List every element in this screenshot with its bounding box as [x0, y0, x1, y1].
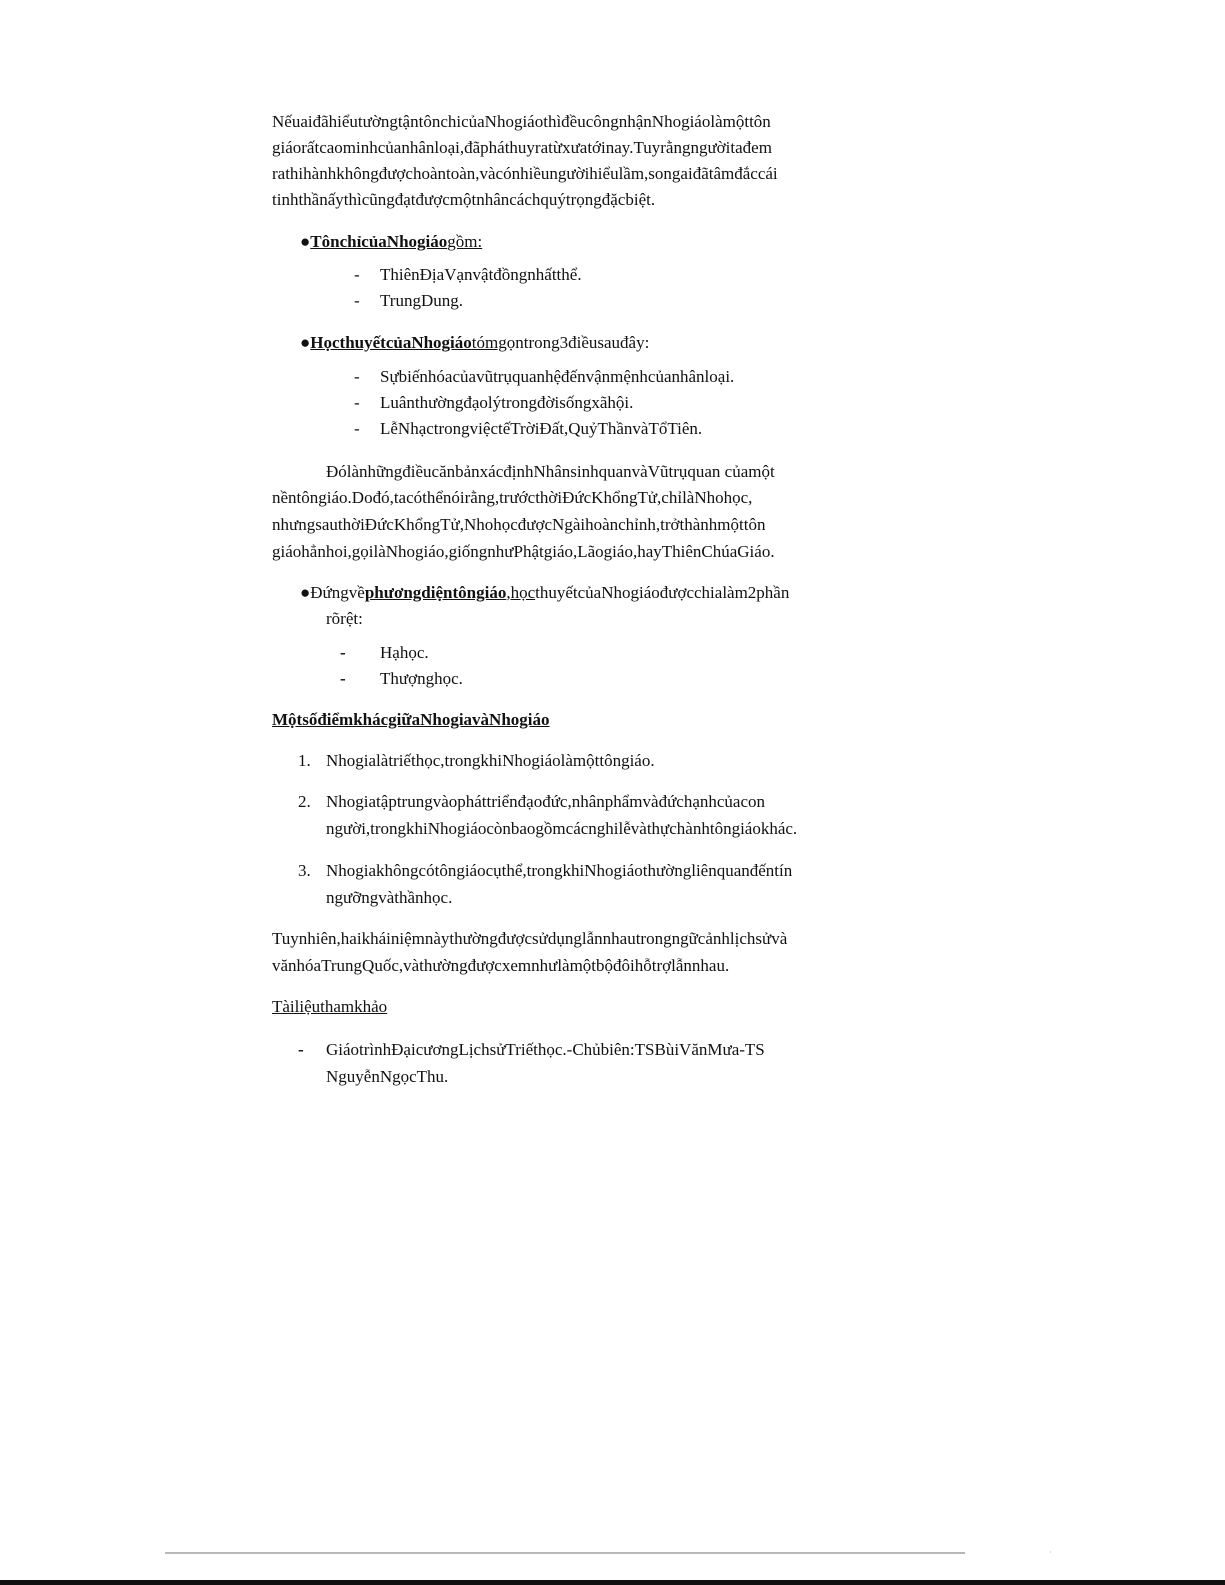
middle-line-3: nhưngsauthờiĐứcKhổngTử,NhohọcđượcNgàihoànchỉnh,trởthànhmộttôn: [272, 515, 766, 534]
diff-item-3-line-1: Nhogiakhôngcótôngiáocụthể,trongkhiNhogiáothườngliênquanđếntín: [326, 861, 793, 880]
hocthuyet-heading-under: tómg: [471, 333, 507, 352]
diff-num-1: 1.: [298, 751, 311, 770]
conclusion-line-1: Tuynhiên,haikháiniệmnàythườngđượcsửdụnglẫnnhautrongngữcảnhlịchsửvà: [272, 929, 788, 948]
page-mark: [1050, 1551, 1051, 1553]
diff-item-3-line-2: ngưỡngvàthầnhọc.: [326, 888, 453, 907]
tonchi-heading-rest: gồm:: [447, 232, 483, 251]
intro-line-2: giáorấtcaominhcủanhânloại,đãpháthuyratừxưatớinay.Tuyrằngngườitađem: [272, 138, 772, 157]
dash-marker: -: [298, 1040, 304, 1059]
reference-item-1-line-2: NguyễnNgọcThu.: [326, 1067, 449, 1086]
intro-line-1: NếuaiđãhiểutườngtậntônchicủaNhogiáothìđềucôngnhậnNhogiáolàmộttôn: [272, 112, 771, 131]
middle-line-1: ĐólànhữngđiềucănbảnxácđịnhNhânsinhquanvàVũtrụquan củamột: [326, 462, 775, 481]
hocthuyet-item-3: LễNhạctrongviệctếTrờiĐất,QuỷThầnvàTổTiên.: [380, 419, 703, 438]
middle-line-2: nềntôngiáo.Dođó,tacóthểnóirằng,trướcthờiĐứcKhổngTử,chỉlàNhohọc,: [272, 488, 753, 507]
phuongdien-rest: thuyếtcủaNhogiáođượcchialàm2phần: [535, 583, 790, 602]
phuongdien-pre: Đứngvề: [310, 583, 365, 602]
hocthuyet-heading-rest: ọntrong3điềusauđây:: [506, 333, 650, 352]
dash-marker: -: [340, 643, 346, 662]
diff-item-1-line-1: Nhogialàtriếthọc,trongkhiNhogiáolàmộttôngiáo.: [326, 751, 655, 770]
phuongdien-item-2: Thượnghọc.: [380, 669, 463, 688]
hocthuyet-item-1: Sựbiếnhóacủavũtrụquanhệđếnvậnmệnhcủanhânloại.: [380, 367, 735, 386]
hocthuyet-item-2: Luânthườngđạolýtrongđờisốngxãhội.: [380, 393, 634, 412]
dash-marker: -: [354, 265, 360, 284]
hocthuyet-heading: [300, 332, 649, 354]
phuongdien-under: ,học: [506, 583, 536, 602]
dash-marker: -: [340, 669, 346, 688]
dash-marker: -: [354, 393, 360, 412]
phuongdien-heading: [300, 582, 789, 604]
hocthuyet-heading-bold: HọcthuyếtcủaNhogiáo: [310, 333, 472, 352]
references-title: Tàiliệuthamkhảo: [272, 997, 388, 1016]
bullet-icon: ●: [300, 583, 311, 602]
dash-marker: -: [354, 367, 360, 386]
conclusion-line-2: vănhóaTrungQuốc,vàthườngđượcxemnhưlàmộtbộđôihỗtrợlẫnnhau.: [272, 956, 730, 975]
middle-line-4: giáohẳnhoi,gọilàNhogiáo,giốngnhưPhậtgiáo,Lãogiáo,hayThiênChúaGiáo.: [272, 542, 775, 561]
diff-item-2-line-1: Nhogiatậptrungvàopháttriểnđạođức,nhânphẩmvàđứchạnhcủacon: [326, 792, 766, 811]
tonchi-heading: [300, 231, 482, 253]
phuongdien-bold: phươngdiệntôngiáo: [364, 583, 507, 602]
intro-line-3: rathihànhkhôngđượchoàntoàn,vàcónhiềungườihiểulầm,songaiđãtâmđắccái: [272, 164, 778, 183]
dash-marker: -: [354, 291, 360, 310]
phuongdien-line-2: rõrệt:: [326, 609, 363, 628]
page-divider: [165, 1552, 965, 1554]
page-bottom-border: [0, 1580, 1225, 1585]
intro-line-4: tinhthầnấythìcũngđạtđượcmộtnhâncáchquýtrọngđặcbiệt.: [272, 190, 656, 209]
tonchi-item-2: TrungDung.: [380, 291, 463, 310]
diff-num-2: 2.: [298, 792, 311, 811]
dash-marker: -: [354, 419, 360, 438]
bullet-icon: ●: [300, 232, 311, 251]
phuongdien-item-1: Hạhọc.: [380, 643, 429, 662]
diff-title: MộtsốđiểmkhácgiữaNhogiavàNhogiáo: [272, 710, 550, 729]
diff-num-3: 3.: [298, 861, 311, 880]
diff-item-2-line-2: người,trongkhiNhogiáocònbaogồmcácnghilễvàthựchànhtôngiáokhác.: [326, 819, 798, 838]
tonchi-heading-bold: TônchỉcủaNhogiáo: [310, 232, 448, 251]
tonchi-item-1: ThiênĐịaVạnvậtđồngnhấtthể.: [380, 265, 582, 284]
bullet-icon: ●: [300, 333, 311, 352]
reference-item-1-line-1: GiáotrìnhĐạicươngLịchsửTriếthọc.-Chủbiên:TSBùiVănMưa-TS: [326, 1040, 765, 1059]
